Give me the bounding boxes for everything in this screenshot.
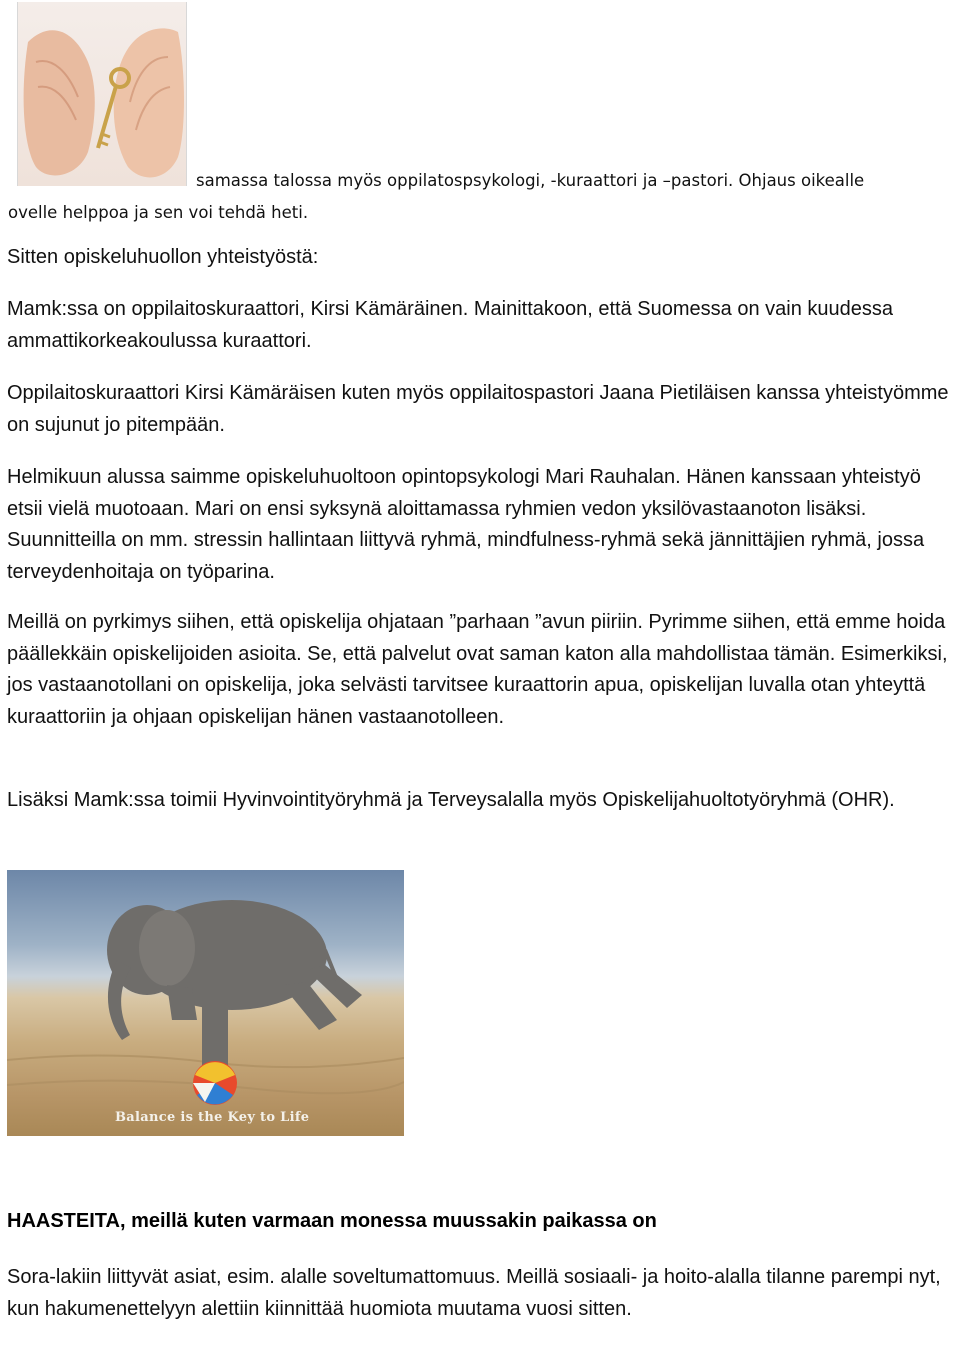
paragraph-sora-laki: Sora-lakiin liittyvät asiat, esim. alalle soveltumattomuus. Meillä sosiaali- ja hoito-alalla tilanne parempi nyt, kun hakumenettelyyn alettiin kiinnittää huomiota muutama vuosi sitten. [7,1266,941,1320]
image-caption: Balance is the Key to Life [115,1110,310,1125]
paragraph-ohjaus: Meillä on pyrkimys siihen, että opiskelija ohjataan ”parhaan ”avun piiriin. Pyrimme siihen, että emme hoida päällekkäin opiskelijoiden asioita. Se, että palvelut ovat saman katon alla mahdollistaa tämän. Esimerkiksi, jos vastaanotollani on opiskelija, joka selvästi tarvitsee kuraattorin apua, opiskelijan luvalla otan yhteyttä kuraattoriin ja ohjaan opiskelijan hänen vastaanotolleen. [7,611,948,728]
elephant-balance-photo [7,870,404,1136]
paragraph-pastori: Oppilaitoskuraattori Kirsi Kämäräisen kuten myös oppilaitospastori Jaana Pietiläisen kanssa yhteistyömme on sujunut jo pitempään. [7,382,949,436]
photo-frame [17,2,187,186]
intro-line-2: ovelle helppoa ja sen voi tehdä heti. [8,203,309,222]
intro-line-1: samassa talossa myös oppilatospsykologi, -kuraattori ja –pastori. Ohjaus oikealle [196,171,865,190]
intro-text [8,165,938,229]
elephant [107,900,362,1065]
elephant-illustration [7,870,404,1136]
paragraph-tyoryhmat: Lisäksi Mamk:ssa toimii Hyvinvointityöryhmä ja Terveysalalla myös Opiskelijahuoltotyöryhmä (OHR). [7,789,895,811]
beach-ball [193,1061,237,1105]
hands-key-photo [9,2,189,186]
left-hand [24,30,95,175]
right-hand [114,28,184,177]
challenges-heading: HAASTEITA, meillä kuten varmaan monessa muussakin paikassa on [7,1210,657,1232]
paragraph-kuraattori: Mamk:ssa on oppilaitoskuraattori, Kirsi Kämäräinen. Mainittakoon, että Suomessa on vain kuudessa ammattikorkeakoulussa kuraattori. [7,298,894,352]
paragraph-psykologi: Helmikuun alussa saimme opiskeluhuoltoon opintopsykologi Mari Rauhalan. Hänen kanssaan yhteistyö etsii vielä muotoaan. Mari on ensi syksynä aloittamassa ryhmien vedon yksilövastaanoton lisäksi. Suunnitteilla on mm. stressin hallintaan liittyvä ryhmä, mindfulness-ryhmä sekä jännittäjien ryhmä, jossa terveydenhoitaja on työparina. [7,466,925,583]
hands-key-illustration [18,2,186,186]
paragraph-cooperation-heading: Sitten opiskeluhuollon yhteistyöstä: [7,246,319,268]
